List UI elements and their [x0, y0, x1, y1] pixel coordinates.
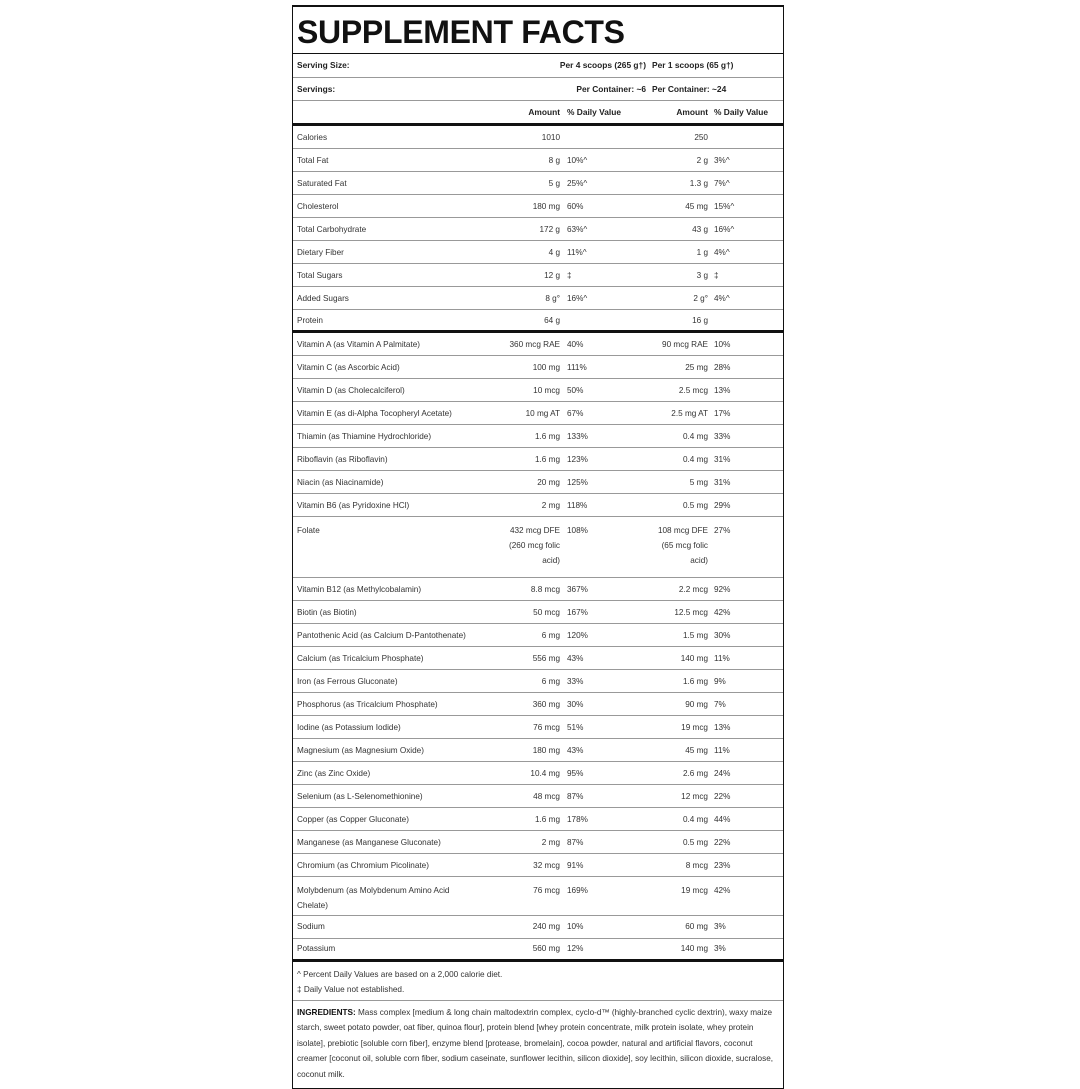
- nutrient-name: Selenium (as L-Selenomethionine): [297, 791, 423, 801]
- nutrient-row: [293, 310, 783, 333]
- dv-2: 22%: [714, 837, 731, 847]
- dv-1: 120%: [567, 630, 588, 640]
- nutrient-name: Vitamin E (as di-Alpha Tocopheryl Acetate): [297, 408, 452, 418]
- dv-2: 30%: [714, 630, 731, 640]
- nutrient-name: Total Carbohydrate: [297, 224, 367, 234]
- dv-2: 4%^: [714, 247, 730, 257]
- dv-header-2: % Daily Value: [714, 107, 768, 117]
- molybdenum-row: [293, 877, 783, 916]
- dv-2: 9%: [714, 676, 726, 686]
- amount-1: 10 mg AT: [525, 408, 560, 418]
- nutrient-row: [293, 601, 783, 624]
- amount-1: 50 mcg: [533, 607, 560, 617]
- dv-1: 87%: [567, 837, 584, 847]
- serving-size-1: Per 4 scoops (265 g†): [559, 60, 646, 71]
- dv-2: 23%: [714, 860, 731, 870]
- dv-header-1: % Daily Value: [567, 107, 621, 117]
- amount-2: 0.4 mg: [682, 431, 708, 441]
- amount-2: 43 g: [692, 224, 708, 234]
- nutrient-row: [293, 762, 783, 785]
- nutrient-name: Calories: [297, 132, 328, 142]
- dv-2: 31%: [714, 477, 731, 487]
- amount-2: 3 g: [696, 270, 708, 280]
- amount-2: 19 mcg: [681, 886, 708, 895]
- nutrient-row: [293, 831, 783, 854]
- amount-header-2: Amount: [676, 107, 708, 117]
- serving-size-2: Per 1 scoops (65 g†): [652, 60, 734, 71]
- serving-size-label: Serving Size:: [297, 60, 350, 71]
- micros-section: [293, 333, 783, 517]
- dv-1: 111%: [567, 362, 587, 372]
- amount-2: 1.5 mg: [682, 630, 708, 640]
- dv-2: 13%: [714, 722, 731, 732]
- dv-1: 30%: [567, 699, 584, 709]
- nutrient-row: [293, 333, 783, 356]
- dv-2: 44%: [714, 814, 731, 824]
- dv-2: 24%: [714, 768, 731, 778]
- amount-2: 12 mcg: [681, 791, 708, 801]
- amount-2: 140 mg: [680, 653, 708, 663]
- nutrient-name: Total Fat: [297, 155, 329, 165]
- amount-1: 10.4 mg: [530, 768, 560, 778]
- nutrient-row: [293, 624, 783, 647]
- amount-1: [493, 523, 560, 568]
- nutrient-name: Vitamin B6 (as Pyridoxine HCl): [297, 500, 410, 510]
- nutrient-row: [293, 471, 783, 494]
- servings-1: Per Container: ~6: [576, 83, 646, 94]
- nutrient-name: Vitamin D (as Cholecalciferol): [297, 385, 405, 395]
- amount-1: 12 g: [544, 270, 560, 280]
- nutrient-row: [293, 578, 783, 601]
- dv-2: 17%: [714, 408, 731, 418]
- nutrient-name: Riboflavin (as Riboflavin): [297, 454, 388, 464]
- dv-2: 13%: [714, 385, 731, 395]
- amount-1: 32 mcg: [533, 860, 560, 870]
- amount-2: 90 mcg RAE: [662, 339, 708, 349]
- amount-1: 20 mg: [537, 477, 560, 487]
- amount-2: 5 mg: [689, 477, 708, 487]
- nutrient-row: [293, 264, 783, 287]
- amount-2: 2.6 mg: [682, 768, 708, 778]
- amount-2: 1.3 g: [689, 178, 708, 188]
- nutrient-name: Phosphorus (as Tricalcium Phosphate): [297, 699, 438, 709]
- amount-2: 45 mg: [685, 745, 708, 755]
- amount-2: 2.5 mcg: [678, 385, 708, 395]
- nutrient-row: [293, 716, 783, 739]
- dv-1: 125%: [567, 477, 588, 487]
- amount-2: [628, 523, 708, 568]
- amount-2: 19 mcg: [681, 722, 708, 732]
- dv-2: ‡: [714, 270, 719, 280]
- dv-2: 4%^: [714, 293, 730, 303]
- nutrient-row: [293, 647, 783, 670]
- amount-header-1: Amount: [528, 107, 560, 117]
- dv-1: 133%: [567, 431, 588, 441]
- amount-1: 180 mg: [532, 745, 560, 755]
- nutrient-row: [293, 785, 783, 808]
- nutrient-row: [293, 425, 783, 448]
- macros-section: [293, 126, 783, 333]
- dv-2: 27%: [714, 526, 731, 535]
- amount-1: 76 mcg: [533, 722, 560, 732]
- nutrient-name: Manganese (as Manganese Gluconate): [297, 837, 441, 847]
- panel-title: SUPPLEMENT FACTS: [293, 7, 783, 54]
- dv-1: 178%: [567, 814, 588, 824]
- amount-1: 1.6 mg: [534, 431, 560, 441]
- nutrient-row: [293, 916, 783, 939]
- amount-2: 1.6 mg: [682, 676, 708, 686]
- nutrient-row: [293, 808, 783, 831]
- dv-1: 40%: [567, 339, 584, 349]
- amount-2: 2.5 mg AT: [671, 408, 708, 418]
- amount-1: 360 mcg RAE: [509, 339, 560, 349]
- dv-1: 60%: [567, 201, 584, 211]
- amount-1: 8 g: [548, 155, 560, 165]
- nutrient-name: Copper (as Copper Gluconate): [297, 814, 409, 824]
- amount-1: 2 mg: [541, 837, 560, 847]
- nutrient-name: Folate: [297, 526, 320, 535]
- dv-2: 29%: [714, 500, 731, 510]
- dv-2: 42%: [714, 886, 731, 895]
- nutrient-row: [293, 126, 783, 149]
- dv-1: 51%: [567, 722, 584, 732]
- nutrient-row: [293, 172, 783, 195]
- dv-2: 3%: [714, 944, 726, 953]
- nutrient-name: Saturated Fat: [297, 178, 347, 188]
- nutrient-name: Pantothenic Acid (as Calcium D-Pantothenate): [297, 630, 466, 640]
- nutrient-row: [293, 356, 783, 379]
- dv-2: 3%^: [714, 155, 730, 165]
- nutrient-name: Biotin (as Biotin): [297, 607, 357, 617]
- dv-2: 31%: [714, 454, 731, 464]
- servings-row: [293, 78, 783, 102]
- amount-1: 8.8 mcg: [530, 584, 560, 594]
- dv-1: 367%: [567, 584, 588, 594]
- dv-2: 42%: [714, 607, 731, 617]
- dv-1: 25%^: [567, 178, 588, 188]
- amount-1: 172 g: [539, 224, 560, 234]
- amount-1: 10 mcg: [533, 385, 560, 395]
- dv-1: 91%: [567, 860, 584, 870]
- amount-2: 60 mg: [685, 922, 708, 931]
- amount-2: 12.5 mcg: [674, 607, 708, 617]
- amount-2: 2 g°: [693, 293, 708, 303]
- dv-2: 16%^: [714, 224, 735, 234]
- amount-2: 0.5 mg: [682, 837, 708, 847]
- amount-2: 0.4 mg: [682, 814, 708, 824]
- minerals-section: [293, 916, 783, 962]
- nutrient-name: Magnesium (as Magnesium Oxide): [297, 745, 424, 755]
- serving-size-row: [293, 54, 783, 78]
- micros2-section: [293, 578, 783, 877]
- amount-1: 6 mg: [541, 676, 560, 686]
- amount-1: 5 g: [548, 178, 560, 188]
- dv-1: 10%^: [567, 155, 588, 165]
- dv-2: 10%: [714, 339, 731, 349]
- amount-2: 1 g: [696, 247, 708, 257]
- nutrient-row: [293, 402, 783, 425]
- dv-1: 118%: [567, 500, 588, 510]
- amount-2-line3: acid): [690, 556, 708, 565]
- dv-1: 12%: [567, 944, 584, 953]
- footnote-dv: ^ Percent Daily Values are based on a 2,000 calorie diet.: [297, 969, 503, 979]
- nutrient-row: [293, 854, 783, 877]
- dv-2: 15%^: [714, 201, 735, 211]
- dv-1: 108%: [567, 526, 588, 535]
- amount-2: 250: [694, 132, 708, 142]
- ingredients-text: Mass complex [medium & long chain maltodextrin complex, cyclo-d™ (highly-branched cyclic dextrin), waxy maize starch, sweet potato powder, oat fiber, quinoa flour], protein blend [whey protein concentrate, milk protein isolate, whey protein isolate], prebiotic [soluble corn fiber], enzyme blend [protease, bromelain], cocoa powder, natural and artificial flavors, coconut creamer [coconut oil, soluble corn fiber, sodium caseinate, sunflower lecithin, silicon dioxide], soy lecithin, silicon dioxide, sucralose, coconut milk.: [297, 1007, 774, 1079]
- servings-label: Servings:: [297, 83, 336, 94]
- nutrient-name: Dietary Fiber: [297, 247, 344, 257]
- nutrient-row: [293, 494, 783, 517]
- dv-1: 169%: [567, 886, 588, 895]
- dv-1: 63%^: [567, 224, 588, 234]
- amount-1: 64 g: [544, 315, 560, 325]
- nutrient-row: [293, 693, 783, 716]
- amount-2: 90 mg: [685, 699, 708, 709]
- nutrient-name-line2: Chelate): [297, 901, 328, 910]
- servings-2: Per Container: ~24: [652, 83, 727, 94]
- dv-1: 67%: [567, 408, 584, 418]
- dv-1: 87%: [567, 791, 584, 801]
- nutrient-name: Chromium (as Chromium Picolinate): [297, 860, 429, 870]
- amount-1: 1.6 mg: [534, 814, 560, 824]
- dv-2: 7%^: [714, 178, 730, 188]
- nutrient-row: [293, 379, 783, 402]
- nutrient-row: [293, 195, 783, 218]
- amount-1: 100 mg: [532, 362, 560, 372]
- nutrient-row: [293, 149, 783, 172]
- column-header-row: [293, 101, 783, 126]
- amount-2: 8 mcg: [685, 860, 708, 870]
- nutrient-name: Total Sugars: [297, 270, 343, 280]
- nutrient-name: Niacin (as Niacinamide): [297, 477, 384, 487]
- nutrient-name: Sodium: [297, 922, 325, 931]
- dv-1: 123%: [567, 454, 588, 464]
- dv-1: 167%: [567, 607, 588, 617]
- amount-2: 0.4 mg: [682, 454, 708, 464]
- nutrient-name: Vitamin C (as Ascorbic Acid): [297, 362, 400, 372]
- dv-1: 95%: [567, 768, 584, 778]
- amount-1-line3: acid): [542, 556, 560, 565]
- nutrient-name: Zinc (as Zinc Oxide): [297, 768, 371, 778]
- nutrient-name: Iodine (as Potassium Iodide): [297, 722, 401, 732]
- footnote-not-established: ‡ Daily Value not established.: [297, 984, 405, 994]
- nutrient-name: Thiamin (as Thiamine Hydrochloride): [297, 431, 432, 441]
- amount-2: 2 g: [696, 155, 708, 165]
- nutrient-row: [293, 448, 783, 471]
- dv-2: 11%: [714, 745, 730, 755]
- amount-1: 1010: [541, 132, 560, 142]
- amount-2: 16 g: [692, 315, 708, 325]
- dv-2: 11%: [714, 653, 730, 663]
- nutrient-name-line1: Molybdenum (as Molybdenum Amino Acid: [297, 886, 450, 895]
- nutrient-name: [293, 883, 493, 913]
- dv-2: 92%: [714, 584, 731, 594]
- dv-1: 10%: [567, 922, 584, 931]
- dv-1: 33%: [567, 676, 584, 686]
- amount-2-line1: 108 mcg DFE: [657, 526, 708, 535]
- nutrient-row: [293, 287, 783, 310]
- amount-1-line1: 432 mcg DFE: [509, 526, 560, 535]
- amount-2: 0.5 mg: [682, 500, 708, 510]
- amount-1: 556 mg: [532, 653, 560, 663]
- nutrient-name: Vitamin B12 (as Methylcobalamin): [297, 584, 422, 594]
- nutrient-name: Calcium (as Tricalcium Phosphate): [297, 653, 424, 663]
- nutrient-name: Vitamin A (as Vitamin A Palmitate): [297, 339, 421, 349]
- dv-2: 28%: [714, 362, 731, 372]
- amount-1: 76 mcg: [533, 886, 560, 895]
- amount-1: 360 mg: [532, 699, 560, 709]
- supplement-facts-panel: [292, 5, 784, 1089]
- amount-1: 180 mg: [532, 201, 560, 211]
- amount-2: 140 mg: [680, 944, 708, 953]
- amount-1: 4 g: [548, 247, 560, 257]
- folate-row: [293, 517, 783, 578]
- amount-2: 25 mg: [685, 362, 708, 372]
- amount-1-line2: (260 mcg folic: [509, 541, 560, 550]
- ingredients: [293, 1001, 783, 1089]
- amount-2: 45 mg: [685, 201, 708, 211]
- dv-2: 3%: [714, 922, 726, 931]
- nutrient-row: [293, 670, 783, 693]
- nutrient-name: Potassium: [297, 944, 336, 953]
- dv-2: 33%: [714, 431, 731, 441]
- footnotes: [293, 962, 783, 1001]
- dv-1: 50%: [567, 385, 584, 395]
- nutrient-name: Cholesterol: [297, 201, 339, 211]
- nutrient-name: Added Sugars: [297, 293, 349, 303]
- nutrient-row: [293, 939, 783, 962]
- amount-1: 48 mcg: [533, 791, 560, 801]
- dv-1: 43%: [567, 653, 584, 663]
- ingredients-label: INGREDIENTS:: [297, 1007, 356, 1017]
- amount-1: 1.6 mg: [534, 454, 560, 464]
- nutrient-name: Iron (as Ferrous Gluconate): [297, 676, 398, 686]
- dv-1: 11%^: [567, 247, 587, 257]
- dv-2: 22%: [714, 791, 731, 801]
- amount-1: 8 g°: [545, 293, 560, 303]
- nutrient-name: Protein: [297, 315, 323, 325]
- nutrient-row: [293, 218, 783, 241]
- amount-1: 2 mg: [541, 500, 560, 510]
- amount-1: 6 mg: [541, 630, 560, 640]
- amount-1: 240 mg: [532, 922, 560, 931]
- dv-1: 16%^: [567, 293, 588, 303]
- amount-2-line2: (65 mcg folic: [661, 541, 708, 550]
- amount-1: 560 mg: [532, 944, 560, 953]
- amount-2: 2.2 mcg: [678, 584, 708, 594]
- dv-1: 43%: [567, 745, 584, 755]
- dv-2: 7%: [714, 699, 726, 709]
- nutrient-row: [293, 241, 783, 264]
- nutrient-row: [293, 739, 783, 762]
- dv-1: ‡: [567, 270, 572, 280]
